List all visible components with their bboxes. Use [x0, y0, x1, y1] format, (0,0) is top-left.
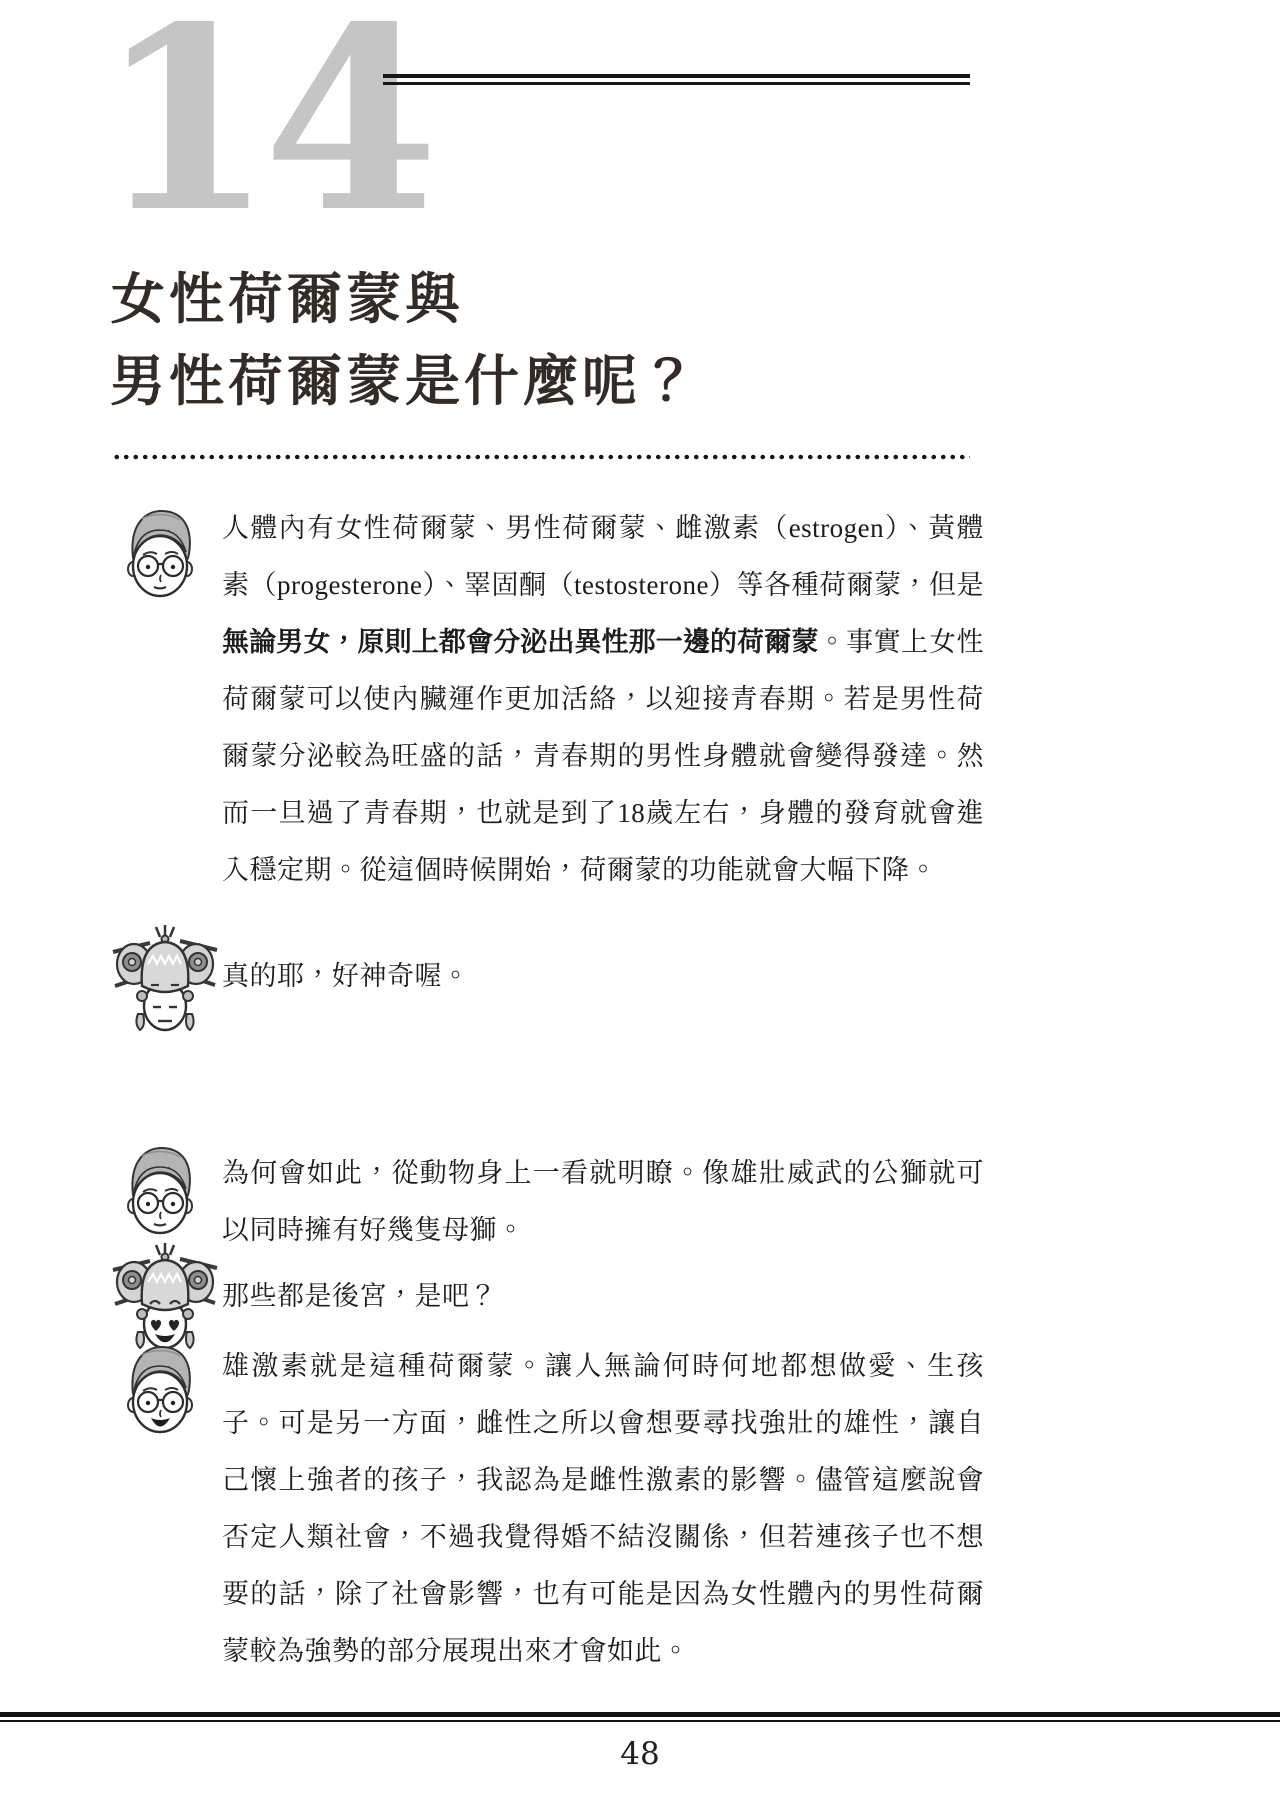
speech-paragraph-4: 那些都是後宮，是吧？	[222, 1281, 497, 1311]
speech-paragraph-5: 雄激素就是這種荷爾蒙。讓人無論何時何地都想做愛、生孩子。可是另一方面，雌性之所以會想要尋找強壯的雄性，讓自己懷上強者的孩子，我認為是雌性激素的影響。儘管這麼說會否定人類社會，不過我覺得婚不結沒關係，但若連孩子也不想要的話，除了社會影響，也有可能是因為女性體內的男性荷爾蒙較為強勢的部分展現出來才會如此。	[222, 1351, 984, 1666]
speech-paragraph-2: 真的耶，好神奇喔。	[222, 961, 470, 991]
chapter-title-line1: 女性荷爾蒙與	[110, 266, 465, 331]
speech-paragraph-1	[222, 500, 984, 899]
princess-girl-face-icon	[110, 922, 220, 1045]
speech-text-bold: 無論男女，原則上都會分泌出異性那一邊的荷爾蒙	[222, 627, 819, 657]
dotted-separator	[112, 454, 970, 460]
chapter-number: 14	[98, 0, 429, 268]
professor-face-icon	[118, 502, 202, 607]
professor-face-icon	[118, 1139, 202, 1244]
chapter-title-line2: 男性荷爾蒙是什麼呢？	[110, 348, 701, 413]
speech-paragraph-3: 為何會如此，從動物身上一看就明瞭。像雄壯威武的公獅就可以同時擁有好幾隻母獅。	[222, 1158, 984, 1245]
header-double-rule	[383, 74, 970, 85]
speech-text: 人體內有女性荷爾蒙、男性荷爾蒙、雌激素（estrogen）、黃體素（progesterone）、睪固酮（testosterone）等各種荷爾蒙，但是	[222, 513, 984, 600]
chapter-title	[110, 258, 700, 422]
professor-face-smiling-icon	[118, 1338, 202, 1443]
speech-text: 。事實上女性荷爾蒙可以使內臟運作更加活絡，以迎接青春期。若是男性荷爾蒙分泌較為旺盛的話，青春期的男性身體就會變得發達。然而一旦過了青春期，也就是到了18歲左右，身體的發育就會進入穩定期。從這個時候開始，荷爾蒙的功能就會大幅下降。	[222, 627, 985, 885]
page-number: 48	[620, 1736, 660, 1772]
footer-double-rule	[0, 1712, 1280, 1722]
